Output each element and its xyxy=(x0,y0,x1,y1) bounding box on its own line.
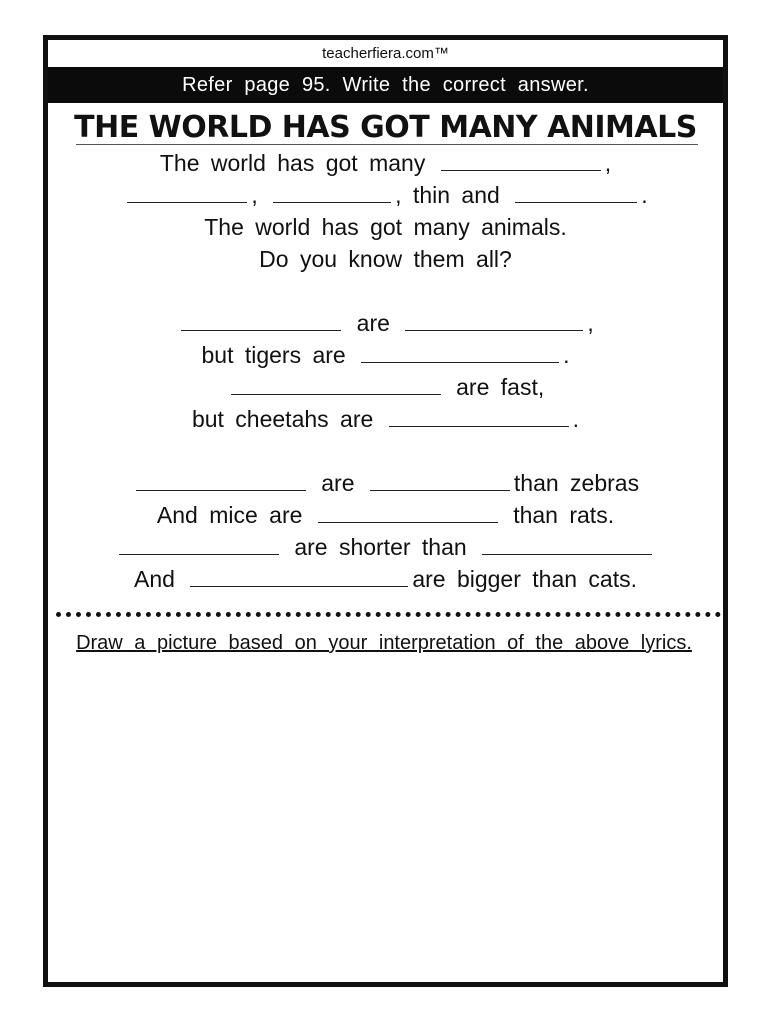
lyric-text: The world has got many xyxy=(159,150,426,176)
lyric-text: are fast, xyxy=(456,374,545,400)
lyric-line-7 xyxy=(48,372,723,402)
lyric-line-11 xyxy=(48,532,723,562)
lyric-text: are shorter than xyxy=(294,534,467,560)
lyric-text: are bigger than cats. xyxy=(412,566,637,592)
answer-blank[interactable] xyxy=(190,566,408,587)
lyric-text: , xyxy=(587,310,594,336)
drawing-instruction: Draw a picture based on your interpretation of the above lyrics. xyxy=(76,632,692,654)
answer-blank[interactable] xyxy=(136,470,306,491)
answer-blank[interactable] xyxy=(441,150,601,171)
answer-blank[interactable] xyxy=(231,374,441,395)
lyric-text: but tigers are xyxy=(201,342,346,368)
lyric-line-10 xyxy=(48,500,723,530)
answer-blank[interactable] xyxy=(127,182,247,203)
instruction-banner: Refer page 95. Write the correct answer. xyxy=(48,67,723,103)
lyric-line-5 xyxy=(48,308,723,338)
lyric-text: than zebras xyxy=(513,470,640,496)
lyric-line-6 xyxy=(48,340,723,370)
lyric-line-8 xyxy=(48,404,723,434)
lyric-text: . xyxy=(572,406,580,432)
lyric-line-12 xyxy=(48,564,723,594)
lyric-text: And xyxy=(133,566,175,592)
lyric-line-2 xyxy=(48,180,723,210)
lyric-text: , xyxy=(251,182,258,208)
lyric-text: . xyxy=(641,182,648,208)
lyric-text: are xyxy=(321,470,355,496)
lyric-text: , xyxy=(604,150,612,176)
answer-blank[interactable] xyxy=(181,310,341,331)
answer-blank[interactable] xyxy=(361,342,559,363)
answer-blank[interactable] xyxy=(318,502,498,523)
answer-blank[interactable] xyxy=(273,182,391,203)
answer-blank[interactable] xyxy=(515,182,637,203)
answer-blank[interactable] xyxy=(405,310,583,331)
lyric-text: than rats. xyxy=(513,502,615,528)
lyric-text: are xyxy=(356,310,390,336)
worksheet-frame xyxy=(43,35,728,987)
page-title: THE WORLD HAS GOT MANY ANIMALS xyxy=(74,110,697,145)
lyric-text: , thin and xyxy=(395,182,500,208)
answer-blank[interactable] xyxy=(482,534,652,555)
answer-blank[interactable] xyxy=(370,470,510,491)
answer-blank[interactable] xyxy=(389,406,569,427)
dotted-separator xyxy=(56,612,721,617)
answer-blank[interactable] xyxy=(119,534,279,555)
lyric-text: . xyxy=(563,342,570,368)
lyric-line-3: The world has got many animals. xyxy=(204,214,567,240)
lyric-text: but cheetahs are xyxy=(191,406,374,432)
lyric-line-9 xyxy=(48,468,723,498)
title-underline xyxy=(76,144,698,145)
lyric-line-4: Do you know them all? xyxy=(259,246,512,272)
lyric-line-1 xyxy=(48,148,723,178)
site-name: teacherfiera.com™ xyxy=(322,45,449,62)
lyric-text: And mice are xyxy=(156,502,303,528)
